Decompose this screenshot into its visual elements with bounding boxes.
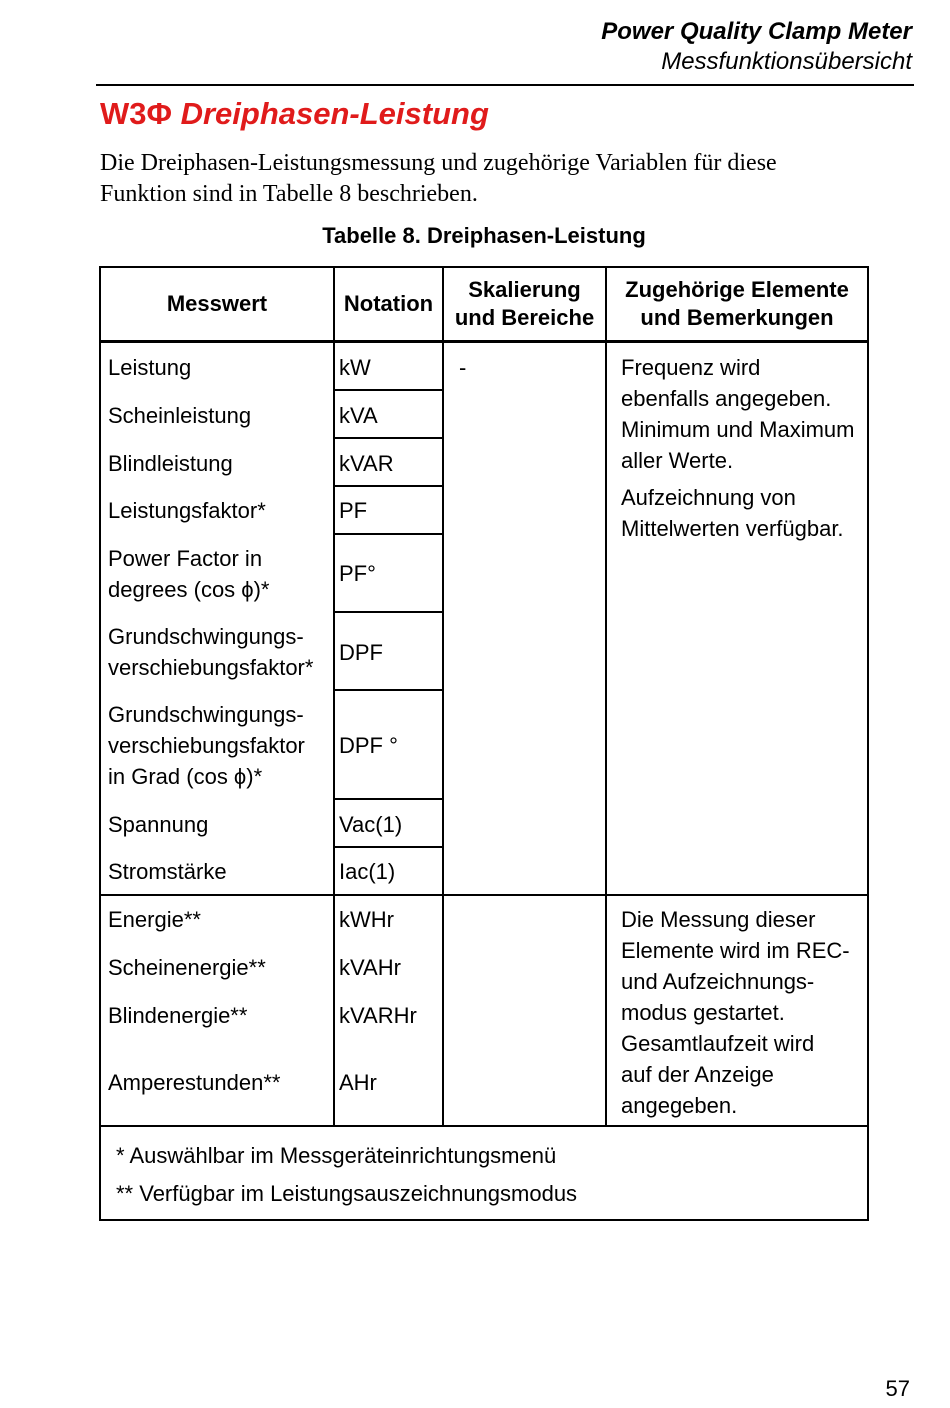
notation-cell: kVA bbox=[339, 403, 378, 428]
remarks-line: Elemente wird im REC- bbox=[621, 938, 850, 963]
notation-cell: DPF bbox=[339, 640, 383, 665]
remarks-line: aller Werte. bbox=[621, 448, 734, 473]
measure-cell: Stromstärke bbox=[108, 859, 227, 884]
header-rule-thick bbox=[101, 340, 867, 343]
intro-line-1: Die Dreiphasen-Leistungsmessung und zugehörige Variablen für diese bbox=[100, 150, 777, 176]
measure-line: verschiebungsfaktor bbox=[108, 733, 305, 758]
remarks-cell bbox=[621, 352, 855, 544]
notation-rule bbox=[333, 389, 444, 391]
scaling-cell: - bbox=[459, 355, 467, 380]
measure-cell: Leistungsfaktor* bbox=[108, 498, 266, 523]
footnote-rule bbox=[101, 1125, 867, 1127]
intro-line-2: Funktion sind in Tabelle 8 beschrieben. bbox=[100, 181, 478, 207]
notation-cell: kW bbox=[339, 355, 371, 380]
remarks-line: Aufzeichnung von bbox=[621, 485, 796, 510]
footnote: ** Verfügbar im Leistungsauszeichnungsmodus bbox=[116, 1181, 578, 1206]
measure-cell: Amperestunden** bbox=[108, 1070, 281, 1095]
header-measurement-text: Messwert bbox=[166, 291, 268, 316]
header-remarks-line-2: und Bemerkungen bbox=[640, 305, 834, 330]
notation-rule bbox=[333, 798, 444, 800]
notation-rule bbox=[333, 846, 444, 848]
header-scaling bbox=[444, 276, 605, 332]
measurement-table bbox=[99, 266, 869, 1221]
header-remarks bbox=[607, 276, 867, 332]
notation-cell: kVAHr bbox=[339, 955, 401, 980]
footnote: * Auswählbar im Messgeräteinrichtungsmenü bbox=[116, 1143, 557, 1168]
measure-cell: Leistung bbox=[108, 355, 192, 380]
measure-cell bbox=[108, 699, 305, 792]
header-scaling-line-1: Skalierung bbox=[468, 277, 581, 302]
measure-line: degrees (cos ϕ)* bbox=[108, 577, 270, 602]
notation-rule bbox=[333, 485, 444, 487]
measure-line: Power Factor in bbox=[108, 546, 263, 571]
remarks-line: modus gestartet. bbox=[621, 1000, 785, 1025]
running-header-subtitle: Messfunktionsübersicht bbox=[661, 48, 912, 75]
remarks-line: Minimum und Maximum bbox=[621, 417, 855, 442]
table-caption: Tabelle 8. Dreiphasen-Leistung bbox=[322, 223, 646, 248]
notation-rule bbox=[333, 689, 444, 691]
group-rule bbox=[101, 894, 867, 896]
page-number: 57 bbox=[885, 1376, 910, 1401]
notation-cell: PF° bbox=[339, 561, 376, 586]
remarks-line: Gesamtlaufzeit wird bbox=[621, 1031, 815, 1056]
measure-cell: Spannung bbox=[108, 812, 209, 837]
section-title-text: Dreiphasen-Leistung bbox=[180, 96, 489, 131]
notation-cell: PF bbox=[339, 498, 368, 523]
measure-cell: Blindenergie** bbox=[108, 1003, 248, 1028]
section-title bbox=[100, 96, 489, 132]
running-header-title: Power Quality Clamp Meter bbox=[601, 18, 912, 45]
remarks-cell bbox=[621, 904, 850, 1121]
notation-cell: DPF ° bbox=[339, 733, 398, 758]
measure-cell: Scheinenergie** bbox=[108, 955, 266, 980]
header-measurement bbox=[101, 290, 333, 318]
notation-cell: Iac(1) bbox=[339, 859, 396, 884]
measure-line: verschiebungsfaktor* bbox=[108, 655, 314, 680]
remarks-line: Frequenz wird bbox=[621, 355, 761, 380]
notation-cell: kWHr bbox=[339, 907, 394, 932]
remarks-line: angegeben. bbox=[621, 1093, 738, 1118]
measure-cell bbox=[108, 543, 270, 605]
notation-rule bbox=[333, 533, 444, 535]
measure-cell: Blindleistung bbox=[108, 451, 233, 476]
measure-line: in Grad (cos ϕ)* bbox=[108, 764, 263, 789]
intro-paragraph bbox=[100, 148, 860, 210]
col-divider-3 bbox=[605, 268, 607, 1125]
header-notation-text: Notation bbox=[343, 291, 434, 316]
three-phase-power-symbol: W3Φ bbox=[100, 96, 172, 131]
measure-cell bbox=[108, 621, 313, 683]
header-notation bbox=[335, 290, 442, 318]
col-divider-2 bbox=[442, 268, 444, 1125]
remarks-line: Mittelwerten verfügbar. bbox=[621, 516, 844, 541]
header-remarks-line-1: Zugehörige Elemente bbox=[625, 277, 849, 302]
measure-line: Grundschwingungs- bbox=[108, 702, 304, 727]
measure-cell: Energie** bbox=[108, 907, 201, 932]
col-divider-1 bbox=[333, 268, 335, 1125]
remarks-line: Die Messung dieser bbox=[621, 907, 816, 932]
remarks-line: auf der Anzeige bbox=[621, 1062, 774, 1087]
notation-rule bbox=[333, 611, 444, 613]
header-scaling-line-2: und Bereiche bbox=[454, 305, 595, 330]
notation-rule bbox=[333, 437, 444, 439]
notation-cell: AHr bbox=[339, 1070, 377, 1095]
header-rule bbox=[96, 84, 914, 86]
remarks-line: ebenfalls angegeben. bbox=[621, 386, 832, 411]
remarks-line: und Aufzeichnungs- bbox=[621, 969, 815, 994]
notation-cell: kVAR bbox=[339, 451, 394, 476]
measure-cell: Scheinleistung bbox=[108, 403, 252, 428]
measure-line: Grundschwingungs- bbox=[108, 624, 304, 649]
notation-cell: kVARHr bbox=[339, 1003, 417, 1028]
notation-cell: Vac(1) bbox=[339, 812, 403, 837]
